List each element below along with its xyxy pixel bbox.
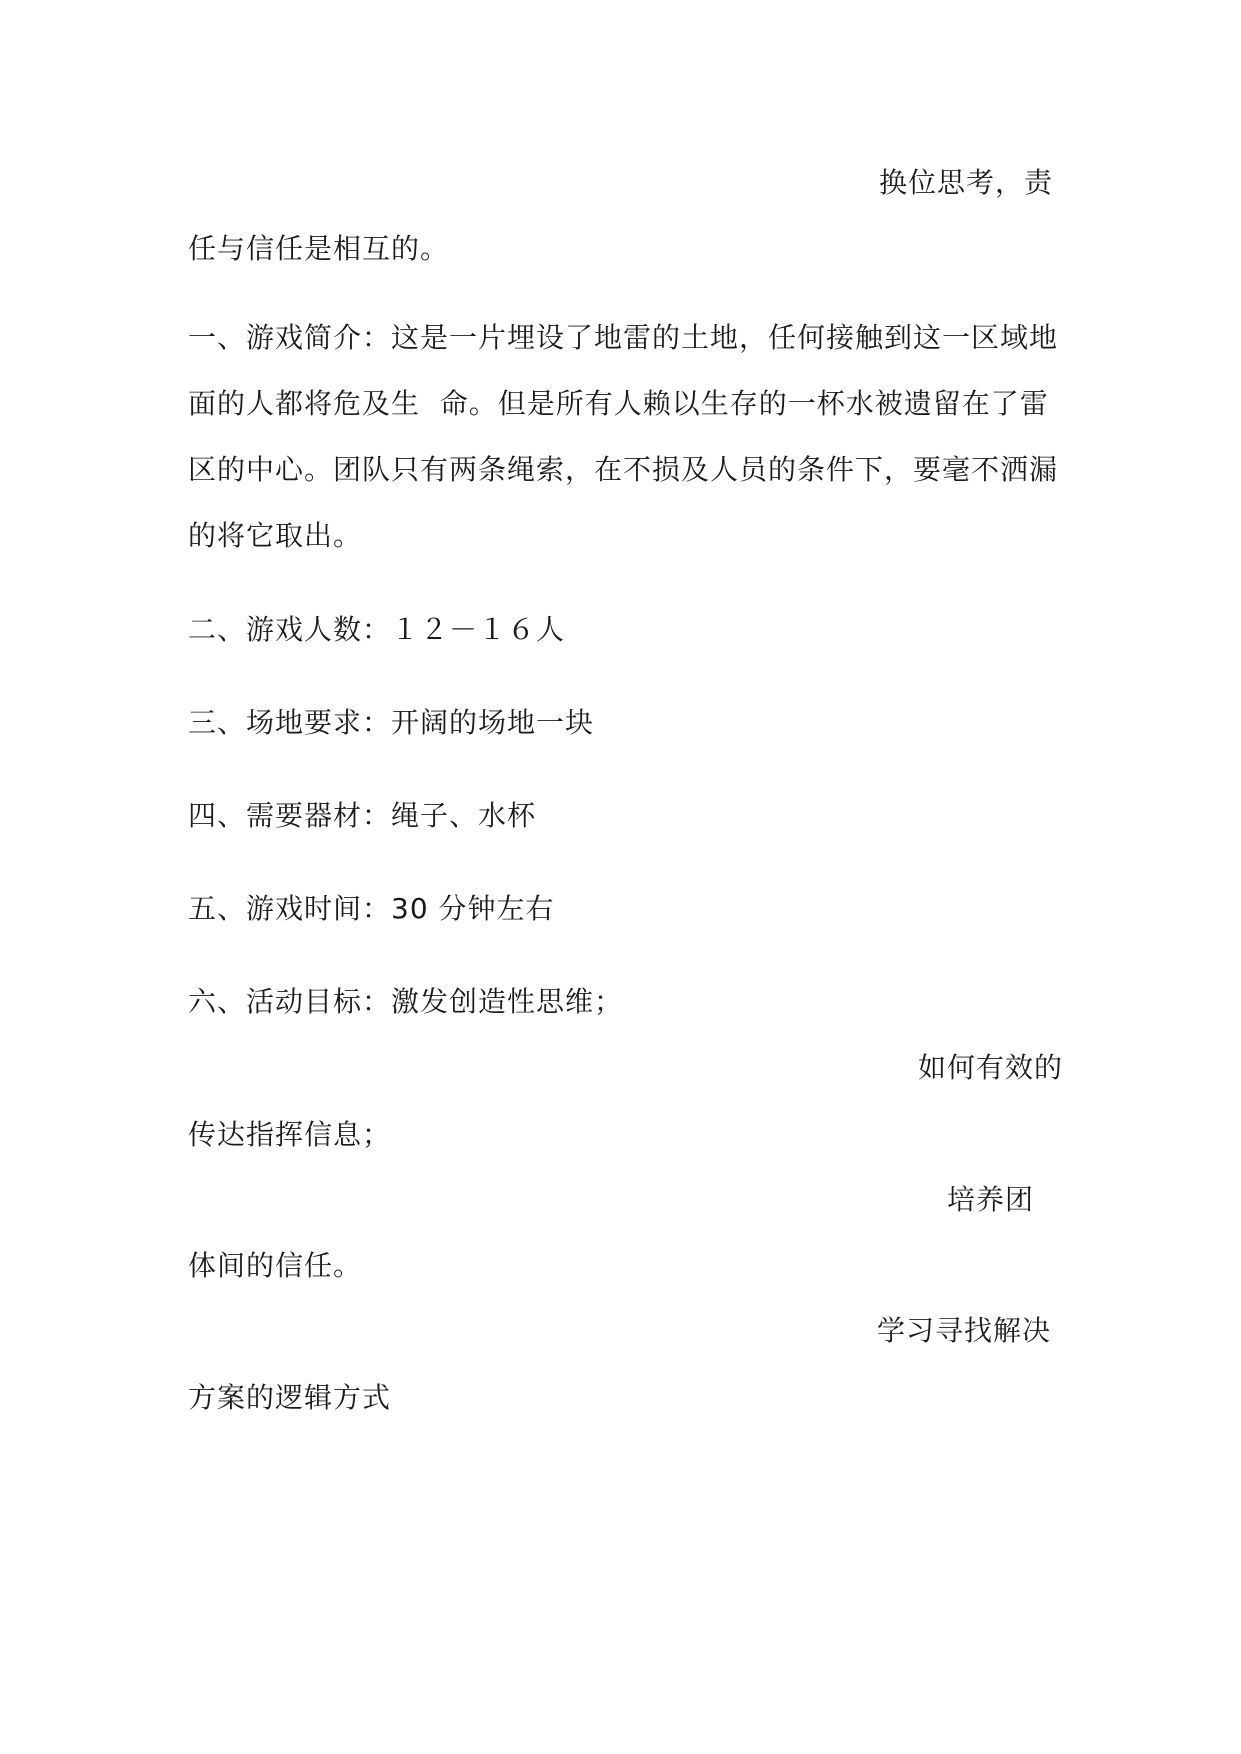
text-line-1: 换位思考，责 (878, 166, 1053, 199)
section-4-equipment: 四、需要器材：绳子、水杯 (188, 799, 537, 832)
goal-line-1b: 传达指挥信息； (188, 1118, 392, 1151)
section-3-venue: 三、场地要求：开阔的场地一块 (188, 706, 595, 739)
section-1-intro-line-3: 区的中心。团队只有两条绳索，在不损及人员的条件下，要毫不洒漏 (188, 453, 1059, 486)
section-1-intro-line-4: 的将它取出。 (188, 519, 363, 552)
goal-line-3a: 学习寻找解决 (876, 1314, 1051, 1347)
section-1-intro-line-1: 一、游戏简介：这是一片埋设了地雷的土地，任何接触到这一区域地 (188, 321, 1059, 354)
section-2-player-count: 二、游戏人数：１２－１６人 (188, 613, 566, 646)
section-1-intro-line-2: 面的人都将危及生 命。但是所有人赖以生存的一杯水被遗留在了雷 (188, 387, 1049, 420)
goal-line-1a: 如何有效的 (917, 1051, 1063, 1084)
goal-line-2b: 体间的信任。 (188, 1249, 363, 1282)
section-5-duration: 五、游戏时间：30 分钟左右 (188, 892, 555, 925)
section-6-goals: 六、活动目标：激发创造性思维； (188, 985, 624, 1018)
goal-line-3b: 方案的逻辑方式 (188, 1381, 392, 1414)
text-line-2: 任与信任是相互的。 (188, 232, 450, 265)
goal-line-2a: 培养团 (946, 1183, 1034, 1216)
